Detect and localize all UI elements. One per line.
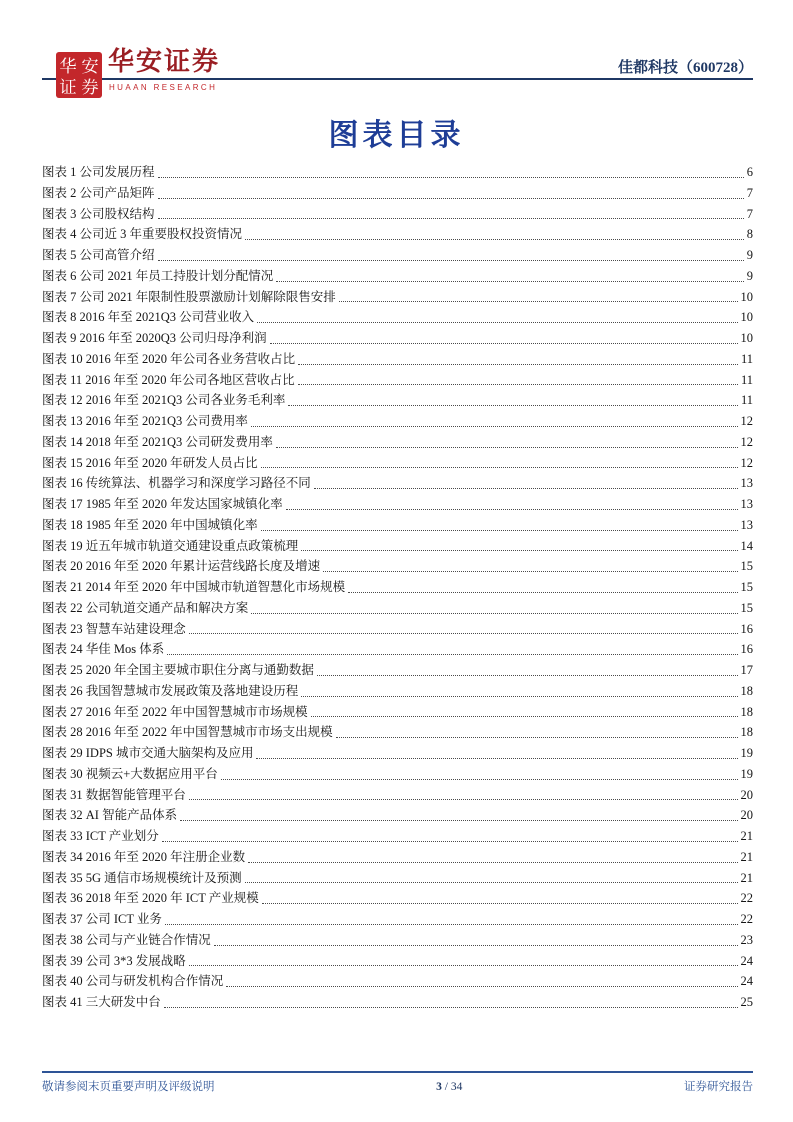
- toc-entry-label: 图表 12 2016 年至 2021Q3 公司各业务毛利率: [42, 393, 286, 408]
- brand-subtitle: HUAAN RESEARCH: [109, 83, 218, 92]
- toc-entry-page: 23: [740, 932, 753, 947]
- toc-entry-label: 图表 9 2016 年至 2020Q3 公司归母净利润: [42, 331, 267, 345]
- toc-dot-leader: [336, 737, 738, 738]
- toc-entry-label: 图表 6 公司 2021 年员工持股计划分配情况: [42, 268, 274, 283]
- toc-entry-page: 12: [740, 414, 753, 428]
- toc-entry-label: 图表 14 2018 年至 2021Q3 公司研发费用率: [42, 434, 273, 449]
- toc-entry-page: 13: [740, 476, 753, 491]
- toc-entry: [42, 204, 753, 225]
- toc-entry: [42, 183, 753, 204]
- toc-entry: [42, 660, 753, 681]
- toc-entry-page: 11: [740, 393, 753, 408]
- toc-entry: [42, 494, 753, 515]
- toc-entry-page: 21: [740, 829, 753, 843]
- toc-entry: [42, 971, 753, 992]
- toc-entry-page: 17: [740, 663, 753, 677]
- toc-entry-page: 8: [746, 227, 753, 242]
- toc-entry-page: 12: [740, 434, 753, 449]
- toc-entry: [42, 826, 753, 847]
- toc-dot-leader: [314, 488, 738, 489]
- svg-text:证: 证: [59, 78, 77, 98]
- toc-dot-leader: [214, 945, 738, 946]
- toc-entry-label: 图表 33 ICT 产业划分: [42, 829, 159, 843]
- toc-entry: [42, 266, 753, 287]
- toc-dot-leader: [158, 218, 744, 219]
- toc-entry: [42, 349, 753, 370]
- toc-entry: [42, 639, 753, 660]
- toc-entry-page: 7: [746, 185, 753, 200]
- toc-dot-leader: [257, 322, 737, 323]
- toc-entry-page: 18: [740, 725, 753, 740]
- toc-entry-page: 19: [740, 746, 753, 760]
- toc-dot-leader: [158, 260, 744, 261]
- toc-entry-label: 图表 29 IDPS 城市交通大脑架构及应用: [42, 746, 254, 760]
- huaan-seal-icon: [56, 52, 102, 98]
- toc-entry-page: 24: [740, 953, 753, 968]
- footer-disclaimer: 敬请参阅末页重要声明及评级说明: [42, 1081, 215, 1093]
- footer-page-separator: /: [441, 1081, 451, 1093]
- toc-entry: [42, 556, 753, 577]
- toc-entry-page: 11: [740, 372, 753, 387]
- toc-entry-page: 20: [740, 787, 753, 802]
- toc-dot-leader: [158, 198, 744, 199]
- toc-dot-leader: [158, 177, 744, 178]
- toc-entry-page: 20: [740, 808, 753, 823]
- toc-entry-label: 图表 25 2020 年全国主要城市职住分离与通勤数据: [42, 663, 314, 677]
- toc-entry-label: 图表 37 公司 ICT 业务: [42, 912, 162, 926]
- toc-entry-label: 图表 5 公司高管介绍: [42, 248, 155, 262]
- toc-entry: [42, 722, 753, 743]
- toc-entry-page: 7: [746, 206, 753, 221]
- toc-entry-page: 9: [746, 268, 753, 283]
- toc-dot-leader: [298, 384, 738, 385]
- footer-page-indicator: [436, 1081, 462, 1093]
- toc-dot-leader: [251, 613, 737, 614]
- toc-entry: [42, 868, 753, 889]
- svg-text:券: 券: [81, 78, 99, 98]
- toc-entry-page: 15: [740, 580, 753, 594]
- toc-dot-leader: [180, 820, 737, 821]
- toc-entry-page: 13: [740, 497, 753, 511]
- toc-entry-label: 图表 21 2014 年至 2020 年中国城市轨道智慧化市场规模: [42, 580, 346, 594]
- toc-entry-label: 图表 2 公司产品矩阵: [42, 185, 155, 200]
- toc-entry-label: 图表 7 公司 2021 年限制性股票激励计划解除限售安排: [42, 289, 336, 304]
- toc-entry-label: 图表 34 2016 年至 2020 年注册企业数: [42, 849, 246, 864]
- footer-divider: [42, 1071, 753, 1073]
- toc-entry-page: 13: [740, 517, 753, 532]
- toc-dot-leader: [261, 530, 738, 531]
- toc-dot-leader: [261, 467, 738, 468]
- toc-entry-page: 18: [740, 704, 753, 719]
- footer: [42, 1078, 753, 1094]
- toc-entry: [42, 702, 753, 723]
- toc-dot-leader: [189, 633, 738, 634]
- toc-entry-page: 18: [740, 683, 753, 698]
- toc-dot-leader: [245, 882, 738, 883]
- toc-entry-page: 9: [746, 248, 753, 262]
- toc-entry-page: 19: [740, 766, 753, 781]
- toc-entry-label: 图表 36 2018 年至 2020 年 ICT 产业规模: [42, 891, 259, 906]
- svg-text:安: 安: [81, 57, 99, 77]
- toc-entry: [42, 619, 753, 640]
- toc-dot-leader: [270, 343, 738, 344]
- toc-entry: [42, 577, 753, 598]
- toc-entry-label: 图表 16 传统算法、机器学习和深度学习路径不同: [42, 476, 311, 491]
- toc-entry-label: 图表 20 2016 年至 2020 年累计运营线路长度及增速: [42, 559, 321, 574]
- toc-entry-label: 图表 28 2016 年至 2022 年中国智慧城市市场支出规模: [42, 725, 333, 740]
- footer-page-total: 34: [450, 1081, 463, 1093]
- toc-entry: [42, 328, 753, 349]
- toc-dot-leader: [245, 239, 744, 240]
- toc-dot-leader: [317, 675, 738, 676]
- toc-entry: [42, 307, 753, 328]
- page-title: 图表目录: [328, 119, 465, 152]
- toc-entry-page: 24: [740, 974, 753, 989]
- toc-dot-leader: [301, 696, 737, 697]
- toc-entry-label: 图表 13 2016 年至 2021Q3 公司费用率: [42, 414, 248, 428]
- toc-entry-label: 图表 35 5G 通信市场规模统计及预测: [42, 870, 242, 885]
- toc-dot-leader: [348, 592, 737, 593]
- toc-dot-leader: [288, 405, 738, 406]
- toc-entry-page: 10: [740, 310, 753, 325]
- toc-entry-page: 22: [740, 891, 753, 906]
- toc-entry-label: 图表 32 AI 智能产品体系: [42, 808, 178, 823]
- toc-entry: [42, 411, 753, 432]
- toc-dot-leader: [164, 1007, 738, 1008]
- toc-dot-leader: [298, 364, 738, 365]
- toc-entry: [42, 930, 753, 951]
- toc-dot-leader: [162, 841, 738, 842]
- toc-dot-leader: [276, 281, 743, 282]
- toc-entry-label: 图表 15 2016 年至 2020 年研发人员占比: [42, 455, 258, 470]
- toc-entry-label: 图表 10 2016 年至 2020 年公司各业务营收占比: [42, 351, 296, 366]
- toc-dot-leader: [221, 779, 738, 780]
- toc-dot-leader: [256, 758, 737, 759]
- toc-entry: [42, 473, 753, 494]
- toc-dot-leader: [276, 447, 738, 448]
- toc-entry-page: 22: [740, 912, 753, 926]
- svg-text:华: 华: [59, 57, 77, 77]
- toc-entry-page: 10: [740, 289, 753, 304]
- brand-name: 华安证券: [108, 47, 221, 77]
- footer-report-type: 证券研究报告: [683, 1081, 753, 1093]
- toc-entry: [42, 681, 753, 702]
- toc-dot-leader: [323, 571, 737, 572]
- toc-dot-leader: [286, 509, 738, 510]
- toc-entry-label: 图表 1 公司发展历程: [42, 165, 155, 179]
- figure-list: [42, 162, 753, 1013]
- toc-entry-page: 6: [746, 165, 753, 179]
- toc-entry: [42, 598, 753, 619]
- toc-entry-page: 25: [740, 995, 753, 1009]
- toc-entry-page: 11: [740, 351, 753, 366]
- toc-entry: [42, 764, 753, 785]
- toc-dot-leader: [167, 654, 737, 655]
- toc-entry: [42, 805, 753, 826]
- toc-entry-label: 图表 30 视频云+大数据应用平台: [42, 766, 218, 781]
- toc-entry-label: 图表 24 华佳 Mos 体系: [42, 642, 165, 657]
- toc-dot-leader: [165, 924, 738, 925]
- toc-entry: [42, 847, 753, 868]
- toc-dot-leader: [251, 426, 738, 427]
- toc-entry: [42, 390, 753, 411]
- stock-name: 佳都科技（600728）: [617, 60, 753, 76]
- toc-entry: [42, 432, 753, 453]
- toc-entry-label: 图表 31 数据智能管理平台: [42, 787, 186, 802]
- toc-entry-label: 图表 41 三大研发中台: [42, 995, 161, 1009]
- toc-dot-leader: [248, 862, 737, 863]
- toc-entry-label: 图表 38 公司与产业链合作情况: [42, 932, 211, 947]
- toc-entry-label: 图表 19 近五年城市轨道交通建设重点政策梳理: [42, 538, 299, 553]
- header-divider: [42, 78, 753, 80]
- toc-entry-label: 图表 17 1985 年至 2020 年发达国家城镇化率: [42, 497, 283, 511]
- toc-entry: [42, 162, 753, 183]
- toc-entry-label: 图表 4 公司近 3 年重要股权投资情况: [42, 227, 243, 242]
- toc-entry-page: 12: [740, 455, 753, 470]
- toc-entry-label: 图表 40 公司与研发机构合作情况: [42, 974, 224, 989]
- toc-entry: [42, 785, 753, 806]
- toc-entry: [42, 453, 753, 474]
- toc-entry-label: 图表 23 智慧车站建设理念: [42, 621, 186, 636]
- toc-dot-leader: [189, 799, 738, 800]
- toc-entry-page: 21: [740, 849, 753, 864]
- toc-entry-page: 14: [740, 538, 753, 553]
- toc-entry: [42, 515, 753, 536]
- toc-entry: [42, 245, 753, 266]
- toc-entry: [42, 888, 753, 909]
- toc-dot-leader: [226, 986, 737, 987]
- toc-entry-page: 15: [740, 600, 753, 615]
- toc-entry-label: 图表 8 2016 年至 2021Q3 公司营业收入: [42, 310, 255, 325]
- toc-entry: [42, 992, 753, 1013]
- toc-entry: [42, 224, 753, 245]
- toc-entry: [42, 370, 753, 391]
- toc-entry: [42, 536, 753, 557]
- toc-entry: [42, 287, 753, 308]
- toc-dot-leader: [311, 716, 738, 717]
- toc-entry-label: 图表 22 公司轨道交通产品和解决方案: [42, 600, 249, 615]
- footer-page-current: 3: [436, 1081, 442, 1093]
- toc-entry-page: 10: [740, 331, 753, 345]
- toc-entry-page: 16: [740, 642, 753, 657]
- toc-entry-label: 图表 3 公司股权结构: [42, 206, 155, 221]
- toc-entry-page: 16: [740, 621, 753, 636]
- toc-entry-label: 图表 11 2016 年至 2020 年公司各地区营收占比: [42, 372, 295, 387]
- toc-entry-label: 图表 39 公司 3*3 发展战略: [42, 953, 186, 968]
- toc-dot-leader: [301, 550, 737, 551]
- toc-entry: [42, 909, 753, 930]
- toc-dot-leader: [189, 965, 738, 966]
- toc-entry-label: 图表 26 我国智慧城市发展政策及落地建设历程: [42, 683, 299, 698]
- toc-entry: [42, 951, 753, 972]
- toc-dot-leader: [339, 301, 738, 302]
- toc-entry: [42, 743, 753, 764]
- toc-entry-label: 图表 27 2016 年至 2022 年中国智慧城市市场规模: [42, 704, 308, 719]
- toc-entry-page: 21: [740, 870, 753, 885]
- toc-entry-label: 图表 18 1985 年至 2020 年中国城镇化率: [42, 517, 258, 532]
- toc-dot-leader: [262, 903, 738, 904]
- toc-entry-page: 15: [740, 559, 753, 574]
